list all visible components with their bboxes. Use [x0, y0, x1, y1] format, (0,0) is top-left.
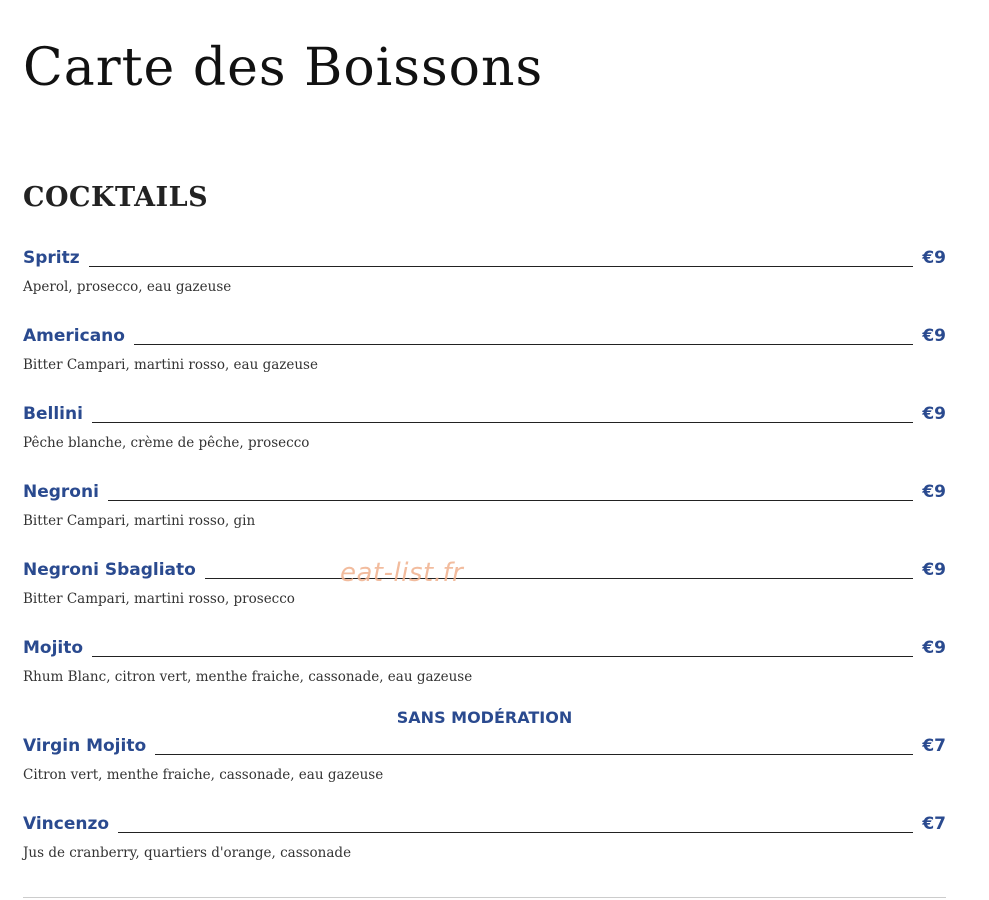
page-title: Carte des Boissons	[23, 38, 544, 98]
menu-item-price: €9	[922, 638, 946, 658]
menu-item-price: €9	[922, 482, 946, 502]
menu-item-name: Spritz	[23, 248, 80, 268]
bottom-divider	[23, 897, 946, 898]
subsection-title: SANS MODÉRATION	[396, 708, 573, 727]
leader-line	[118, 831, 913, 833]
menu-item-description: Bitter Campari, martini rosso, gin	[23, 513, 256, 529]
menu-item-description: Citron vert, menthe fraiche, cassonade, eau gazeuse	[23, 767, 384, 783]
menu-items-list	[23, 246, 946, 890]
menu-item-row	[23, 402, 946, 426]
menu-item-row	[23, 636, 946, 660]
menu-item	[23, 246, 946, 324]
menu-item-price: €9	[922, 560, 946, 580]
menu-item-description: Rhum Blanc, citron vert, menthe fraiche, cassonade, eau gazeuse	[23, 669, 473, 685]
leader-line	[205, 577, 914, 579]
menu-item	[23, 480, 946, 558]
menu-item	[23, 558, 946, 636]
menu-item-row	[23, 558, 946, 582]
leader-line	[108, 499, 913, 501]
menu-item-price: €9	[922, 404, 946, 424]
menu-item	[23, 734, 946, 812]
section-title-cocktails: COCKTAILS	[23, 182, 209, 213]
menu-item-description: Pêche blanche, crème de pêche, prosecco	[23, 435, 310, 451]
menu-item-description: Bitter Campari, martini rosso, eau gazeuse	[23, 357, 318, 373]
menu-item-description: Jus de cranberry, quartiers d'orange, cassonade	[23, 845, 352, 861]
leader-line	[89, 265, 914, 267]
menu-item-price: €9	[922, 326, 946, 346]
menu-item	[23, 812, 946, 890]
leader-line	[92, 655, 913, 657]
menu-item-row	[23, 324, 946, 348]
menu-item-price: €7	[922, 814, 946, 834]
menu-item	[23, 636, 946, 714]
menu-item-row	[23, 246, 946, 270]
leader-line	[92, 421, 913, 423]
menu-item-name: Negroni Sbagliato	[23, 560, 196, 580]
menu-item-price: €7	[922, 736, 946, 756]
watermark-text: eat-list.fr	[340, 558, 464, 588]
menu-item-name: Americano	[23, 326, 125, 346]
menu-item-description: Bitter Campari, martini rosso, prosecco	[23, 591, 295, 607]
menu-item-row	[23, 480, 946, 504]
leader-line	[155, 753, 913, 755]
menu-item-name: Bellini	[23, 404, 83, 424]
menu-item	[23, 402, 946, 480]
menu-item-name: Vincenzo	[23, 814, 110, 834]
leader-line	[134, 343, 913, 345]
menu-item-name: Negroni	[23, 482, 99, 502]
menu-item	[23, 324, 946, 402]
menu-item-row	[23, 812, 946, 836]
menu-item-name: Virgin Mojito	[23, 736, 147, 756]
menu-item-name: Mojito	[23, 638, 84, 658]
menu-item-description: Aperol, prosecco, eau gazeuse	[23, 279, 232, 295]
menu-item-row	[23, 734, 946, 758]
menu-item-price: €9	[922, 248, 946, 268]
